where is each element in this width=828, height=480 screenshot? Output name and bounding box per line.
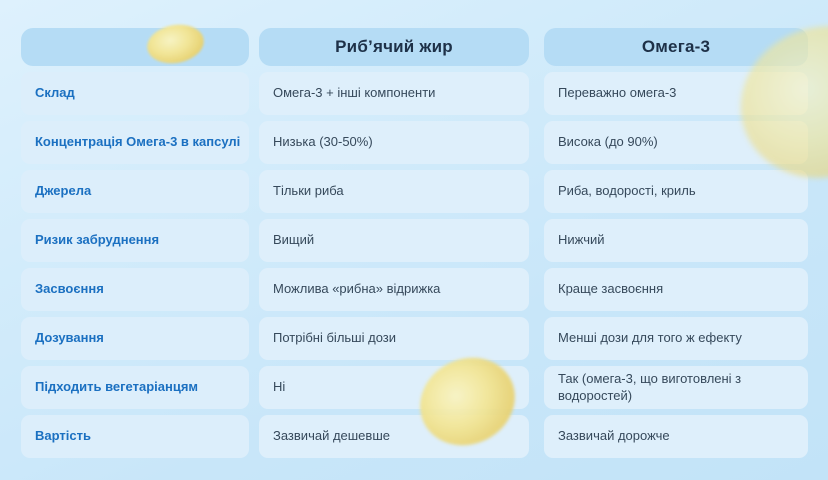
omega3-value-cell: Риба, водорості, криль: [544, 170, 808, 213]
fish-oil-value-cell: Потрібні більші дози: [259, 317, 529, 360]
row-label-cell: Підходить вегетаріанцям: [21, 366, 249, 409]
fish-oil-value-cell: Омега-3 + інші компоненти: [259, 72, 529, 115]
omega3-column: [544, 28, 808, 458]
row-label-cell: Вартість: [21, 415, 249, 458]
attributes-column-header-empty: [21, 28, 249, 66]
row-label-cell: Концентрація Омега-3 в капсулі: [21, 121, 249, 164]
omega3-column-header: Омега-3: [544, 28, 808, 66]
row-label-cell: Засвоєння: [21, 268, 249, 311]
omega3-value-cell: Краще засвоєння: [544, 268, 808, 311]
fish-oil-column: [259, 28, 529, 458]
omega3-value-cell: Так (омега-3, що виготовлені з водоростей): [544, 366, 808, 409]
comparison-table: [21, 28, 808, 458]
fish-oil-value-cell: Тільки риба: [259, 170, 529, 213]
omega3-value-cell: Висока (до 90%): [544, 121, 808, 164]
omega3-value-cell: Нижчий: [544, 219, 808, 262]
fish-oil-value-cell: Зазвичай дешевше: [259, 415, 529, 458]
attributes-column: [21, 28, 249, 458]
fish-oil-value-cell: Ні: [259, 366, 529, 409]
row-label-cell: Дозування: [21, 317, 249, 360]
row-label-cell: Ризик забруднення: [21, 219, 249, 262]
fish-oil-value-cell: Можлива «рибна» відрижка: [259, 268, 529, 311]
omega3-value-cell: Зазвичай дорожче: [544, 415, 808, 458]
omega3-value-cell: Менші дози для того ж ефекту: [544, 317, 808, 360]
fish-oil-value-cell: Вищий: [259, 219, 529, 262]
fish-oil-column-header: Риб’ячий жир: [259, 28, 529, 66]
row-label-cell: Джерела: [21, 170, 249, 213]
omega3-value-cell: Переважно омега-3: [544, 72, 808, 115]
fish-oil-value-cell: Низька (30-50%): [259, 121, 529, 164]
row-label-cell: Склад: [21, 72, 249, 115]
